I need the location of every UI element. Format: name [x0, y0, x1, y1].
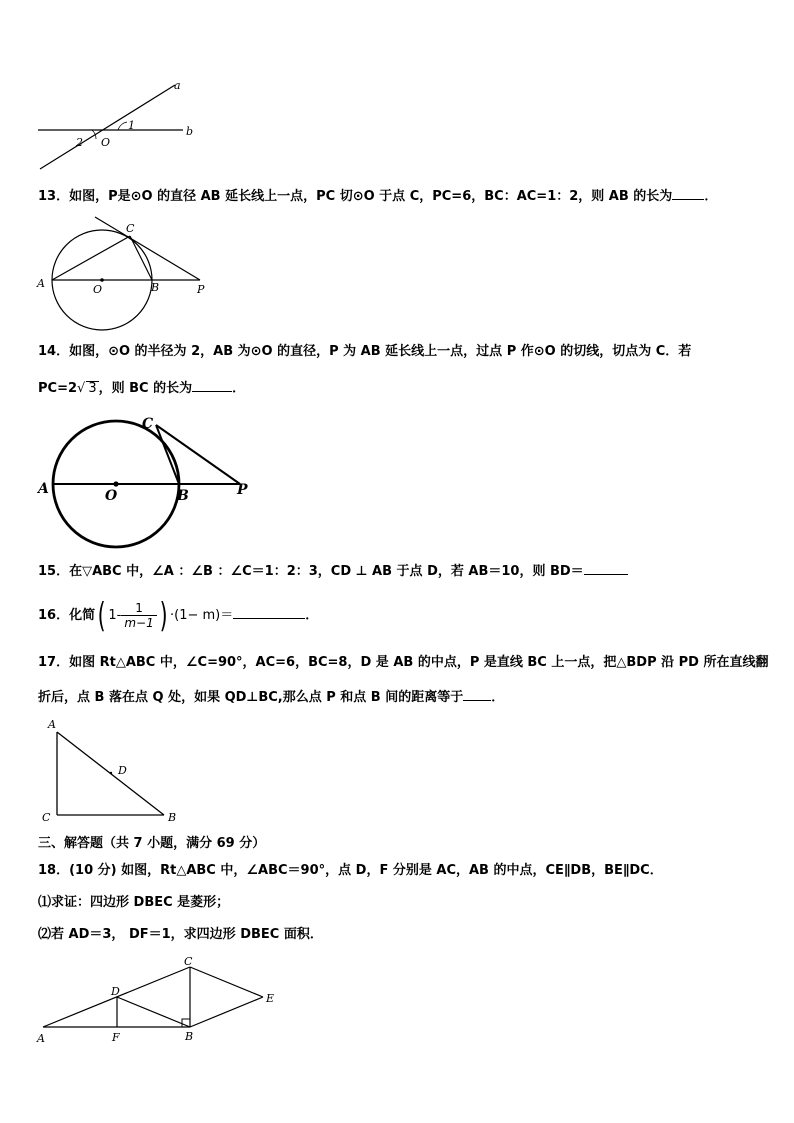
question-14-line2: PC=2√ 3 ，则 BC 的长为 ．	[38, 381, 246, 396]
label-B: B	[177, 488, 189, 504]
question-14-line1: 14．如图，⊙O 的半径为 2，AB 为⊙O 的直径，P 为 AB 延长线上一点，过点 P 作⊙O 的切线，切点为 C．若	[38, 344, 692, 359]
label-A: A	[37, 1032, 45, 1045]
label-angle-1: 1	[128, 119, 135, 132]
q16-suffix: ·(1− m)＝	[169, 608, 234, 623]
label-E: E	[266, 992, 275, 1005]
label-o: O	[101, 136, 111, 149]
question-16-prefix: 16．化简	[38, 608, 96, 623]
figure-q13-circle-tangent	[35, 212, 225, 334]
question-16: 16．化简( 1- $\frac{1}{m-1}$ ) ·(1− m)＝ ．	[38, 595, 319, 636]
question-15-text: 15．在▽ABC 中，∠A ：∠B ：∠C＝1：2：3，CD ⊥ AB 于点 D，若 AB＝10，则 BD＝	[38, 564, 584, 579]
label-B: B	[151, 281, 160, 294]
label-A: A	[37, 277, 45, 290]
label-C: C	[126, 222, 135, 235]
question-15	[38, 562, 628, 581]
label-B: B	[168, 811, 177, 824]
label-D: D	[118, 764, 127, 777]
figure-q14-circle-tangent	[35, 412, 265, 552]
label-A: A	[38, 481, 49, 497]
label-D: D	[111, 985, 120, 998]
label-P: P	[237, 482, 248, 498]
label-C: C	[42, 811, 51, 824]
label-C: C	[184, 955, 193, 968]
figure-q18-rhombus	[35, 953, 285, 1048]
section-heading: 三、解答题（共 7 小题，满分 69 分）	[38, 836, 266, 851]
label-a: a	[174, 79, 181, 92]
fraction-numerator: 1	[121, 601, 156, 616]
question-13	[38, 187, 717, 206]
answer-blank-13[interactable]	[672, 187, 704, 200]
figure-q17-right-triangle	[38, 716, 188, 826]
label-O: O	[105, 488, 118, 504]
question-18-part2: ⑵若 AD＝3， DF＝1，求四边形 DBEC 面积．	[38, 927, 323, 942]
answer-blank-17[interactable]	[463, 688, 491, 701]
q14-pc-value: PC=2	[38, 381, 78, 396]
fraction	[121, 601, 156, 630]
label-O: O	[93, 283, 103, 296]
answer-blank-16[interactable]	[233, 606, 305, 619]
question-18-part1: ⑴求证：四边形 DBEC 是菱形；	[38, 895, 230, 910]
question-13-text: 13．如图，P是⊙O 的直径 AB 延长线上一点，PC 切⊙O 于点 C，PC=6，BC：AC=1：2，则 AB 的长为	[38, 189, 673, 204]
figure-intersecting-lines	[30, 75, 210, 155]
q14-end: ．	[232, 381, 246, 396]
fraction-denominator: m−1	[124, 616, 154, 630]
label-B: B	[185, 1030, 194, 1043]
q16-one-minus: 1-	[108, 608, 122, 623]
label-angle-2: 2	[76, 136, 83, 149]
question-13-end: ．	[704, 189, 718, 204]
question-17-line2	[38, 688, 504, 707]
question-17-text: 折后，点 B 落在点 Q 处，如果 QD⊥BC,那么点 P 和点 B 间的距离等于	[38, 690, 464, 705]
label-C: C	[142, 416, 154, 432]
answer-blank-15[interactable]	[584, 562, 628, 575]
label-F: F	[112, 1031, 120, 1044]
q14-question: ，则 BC 的长为	[98, 381, 193, 396]
label-b: b	[186, 125, 194, 138]
question-17-line1: 17．如图 Rt△ABC 中，∠C=90°，AC=6，BC=8，D 是 AB 的中点，P 是直线 BC 上一点，把△BDP 沿 PD 所在直线翻	[38, 655, 769, 670]
q17-end: ．	[491, 690, 505, 705]
answer-blank-14[interactable]	[192, 379, 232, 392]
label-A: A	[48, 718, 56, 731]
radical-value: 3	[88, 381, 97, 396]
question-18-line1: 18．(10 分) 如图，Rt△ABC 中，∠ABC＝90°，点 D，F 分别是 AC，AB 的中点，CE∥DB，BE∥DC．	[38, 863, 663, 878]
label-P: P	[197, 283, 205, 296]
q16-end: ．	[305, 608, 319, 623]
